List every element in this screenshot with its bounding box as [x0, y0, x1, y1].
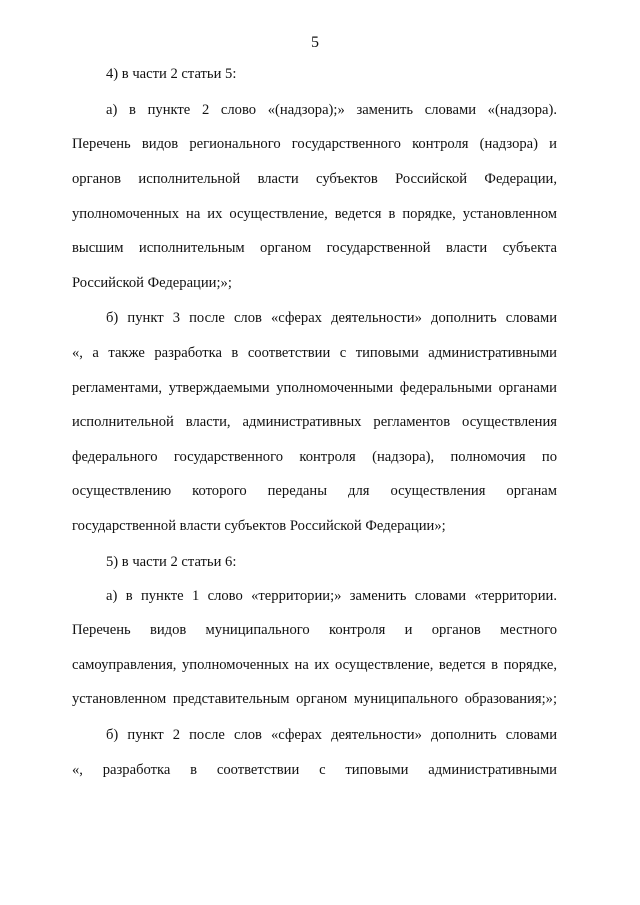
text-line: высшим исполнительным органом государственной власти субъекта	[72, 240, 557, 256]
text-line: 5) в части 2 статьи 6:	[106, 554, 237, 570]
text-line: Перечень видов регионального государственного контроля (надзора) и	[72, 136, 557, 152]
text-line: «, а также разработка в соответствии с типовыми административными	[72, 345, 557, 361]
text-line: б) пункт 2 после слов «сферах деятельности» дополнить словами	[106, 727, 557, 743]
text-line: уполномоченных на их осуществление, ведется в порядке, установленном	[72, 206, 557, 222]
text-line: регламентами, утверждаемыми уполномоченными федеральными органами	[72, 380, 557, 396]
text-line: осуществлению которого переданы для осуществления органам	[72, 483, 557, 499]
text-line: установленном представительным органом муниципального образования;»;	[72, 691, 557, 707]
text-line: органов исполнительной власти субъектов Российской Федерации,	[72, 171, 557, 187]
text-line: Перечень видов муниципального контроля и органов местного	[72, 622, 557, 638]
text-line: «, разработка в соответствии с типовыми административными	[72, 762, 557, 778]
text-line: государственной власти субъектов Российской Федерации»;	[72, 518, 446, 534]
text-line: исполнительной власти, административных регламентов осуществления	[72, 414, 557, 430]
text-line: а) в пункте 2 слово «(надзора);» заменить словами «(надзора).	[106, 102, 557, 118]
text-line: федерального государственного контроля (надзора), полномочия по	[72, 449, 557, 465]
page-number: 5	[311, 34, 319, 51]
text-line: а) в пункте 1 слово «территории;» заменить словами «территории.	[106, 588, 557, 604]
text-line: Российской Федерации;»;	[72, 275, 232, 291]
text-line: 4) в части 2 статьи 5:	[106, 66, 237, 82]
text-line: самоуправления, уполномоченных на их осуществление, ведется в порядке,	[72, 657, 557, 673]
text-line: б) пункт 3 после слов «сферах деятельности» дополнить словами	[106, 310, 557, 326]
